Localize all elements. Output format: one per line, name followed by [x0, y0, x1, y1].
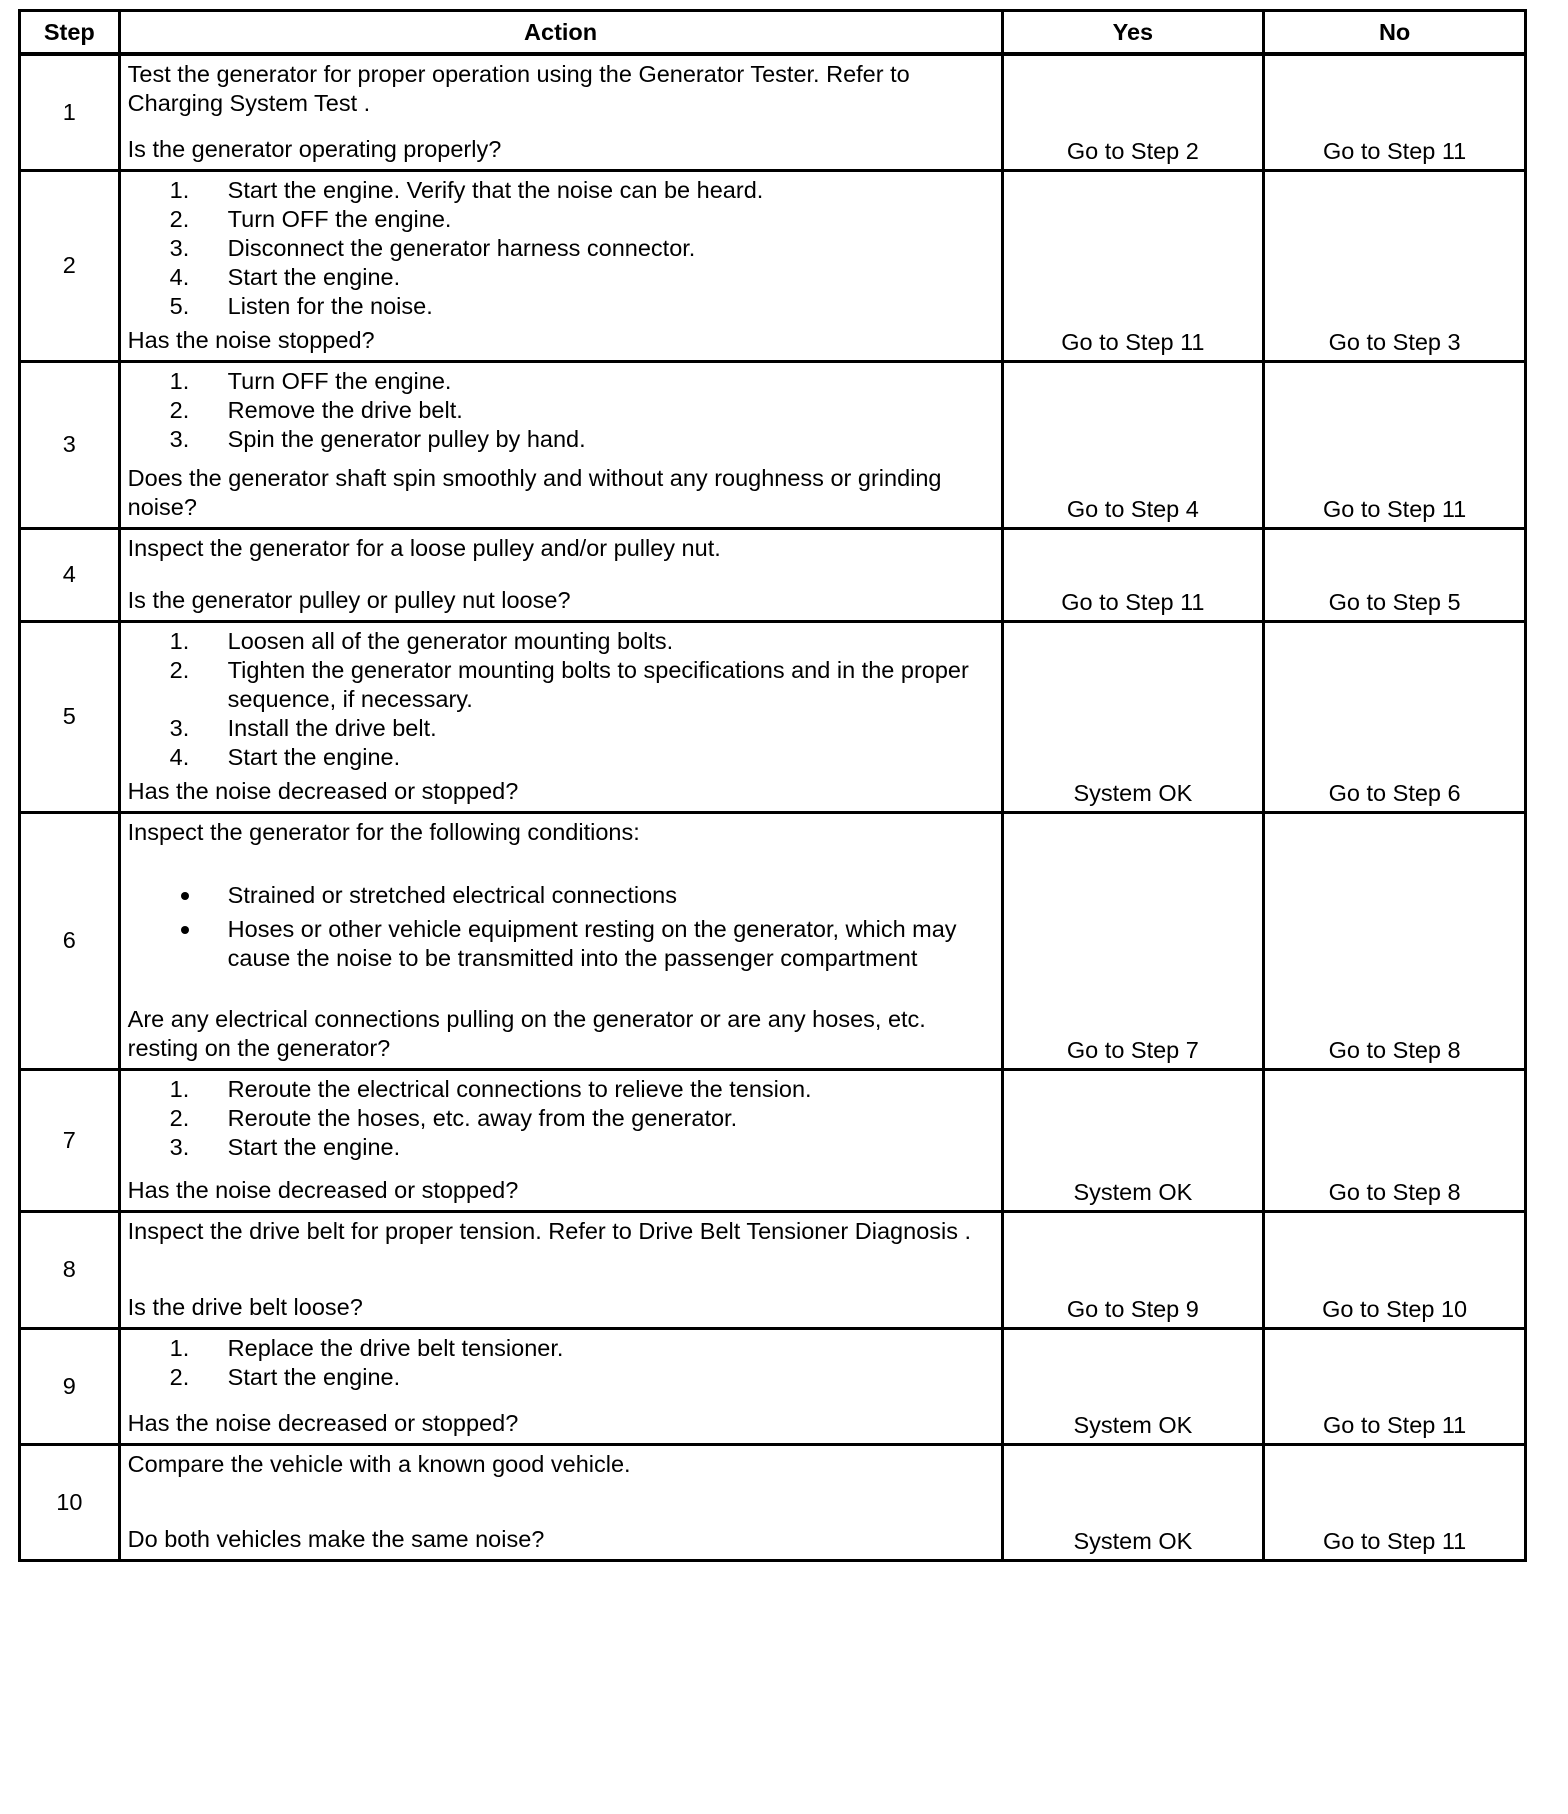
condition-item-text: Strained or stretched electrical connections	[227, 881, 678, 908]
action-question: Does the generator shaft spin smoothly and without any roughness or grinding noise?	[127, 464, 942, 520]
step-number: 7	[20, 1069, 120, 1211]
procedure-item	[128, 1334, 995, 1363]
action-content	[128, 367, 995, 522]
procedure-item-number-slot	[128, 234, 228, 263]
step-number: 5	[20, 621, 120, 812]
action-cell	[119, 54, 1002, 170]
condition-item	[128, 881, 995, 910]
action-intro: Test the generator for proper operation using the Generator Tester. Refer to Charging System Test .	[127, 61, 910, 116]
action-instructions	[128, 176, 995, 321]
procedure-item-number-slot	[128, 1334, 228, 1363]
procedure-item	[128, 176, 995, 205]
action-instructions	[128, 1334, 995, 1392]
action-cell	[119, 1211, 1002, 1328]
procedure-item-number: 2.	[169, 205, 190, 232]
action-cell	[119, 528, 1002, 621]
procedure-item-number-slot	[128, 205, 228, 234]
procedure-item-number-slot	[128, 714, 228, 743]
action-cell	[119, 170, 1002, 361]
procedure-item	[128, 1363, 995, 1392]
procedure-item-number-slot	[128, 176, 228, 205]
diagnostic-table	[18, 9, 1527, 1562]
action-instructions	[128, 627, 995, 772]
procedure-list	[128, 367, 995, 454]
procedure-item-number-slot	[128, 1133, 228, 1162]
action-cell	[119, 361, 1002, 528]
condition-item	[128, 915, 995, 973]
action-question: Has the noise decreased or stopped?	[127, 1409, 519, 1436]
table-row	[20, 621, 1526, 812]
condition-item-text: Hoses or other vehicle equipment resting on the generator, which may cause the noise to be transmitted into the passenger compartment	[227, 915, 957, 971]
yes-outcome: Go to Step 2	[1002, 54, 1264, 170]
action-content	[128, 534, 995, 615]
procedure-item-number-slot	[128, 425, 228, 454]
no-outcome: Go to Step 3	[1264, 170, 1526, 361]
action-intro: Inspect the generator for the following conditions:	[127, 818, 640, 845]
procedure-item-number: 1.	[169, 627, 190, 654]
procedure-item-text: Replace the drive belt tensioner.	[227, 1334, 564, 1361]
procedure-item-number: 1.	[169, 367, 190, 394]
action-question: Do both vehicles make the same noise?	[127, 1525, 545, 1552]
action-content	[128, 1075, 995, 1205]
procedure-item-text: Tighten the generator mounting bolts to specifications and in the proper sequence, if necessary.	[227, 656, 969, 712]
diagnostic-table-page	[18, 9, 1527, 1799]
yes-outcome: Go to Step 9	[1002, 1211, 1264, 1328]
procedure-item-number: 2.	[169, 1363, 190, 1390]
procedure-item-text: Listen for the noise.	[227, 292, 433, 319]
procedure-item-text: Reroute the hoses, etc. away from the generator.	[227, 1104, 738, 1131]
yes-outcome: Go to Step 7	[1002, 812, 1264, 1069]
yes-outcome: Go to Step 11	[1002, 528, 1264, 621]
procedure-item-number: 2.	[169, 656, 190, 683]
yes-outcome: System OK	[1002, 621, 1264, 812]
action-instructions	[128, 367, 995, 454]
bullet-icon	[128, 881, 228, 910]
procedure-item	[128, 234, 995, 263]
action-content	[128, 627, 995, 806]
procedure-item-text: Turn OFF the engine.	[227, 367, 452, 394]
condition-list	[128, 881, 995, 973]
procedure-item-text: Remove the drive belt.	[227, 396, 463, 423]
table-row	[20, 1069, 1526, 1211]
procedure-item-number: 3.	[169, 714, 190, 741]
no-outcome: Go to Step 8	[1264, 812, 1526, 1069]
procedure-item-number-slot	[128, 1104, 228, 1133]
action-cell	[119, 1069, 1002, 1211]
procedure-item-number-slot	[128, 292, 228, 321]
action-cell	[119, 621, 1002, 812]
action-content	[128, 1334, 995, 1438]
procedure-item-text: Start the engine. Verify that the noise can be heard.	[227, 176, 764, 203]
step-number: 1	[20, 54, 120, 170]
action-question: Has the noise decreased or stopped?	[127, 1176, 519, 1203]
procedure-item-number: 5.	[169, 292, 190, 319]
yes-outcome: System OK	[1002, 1069, 1264, 1211]
no-outcome: Go to Step 11	[1264, 1328, 1526, 1444]
procedure-item	[128, 205, 995, 234]
procedure-item	[128, 627, 995, 656]
action-instructions	[128, 1217, 995, 1246]
procedure-item-number: 3.	[169, 425, 190, 452]
action-question: Is the generator operating properly?	[127, 136, 502, 162]
header-no: No	[1264, 11, 1526, 55]
action-question: Has the noise decreased or stopped?	[127, 777, 519, 804]
action-content	[128, 60, 995, 164]
table-row	[20, 1328, 1526, 1444]
procedure-item-text: Turn OFF the engine.	[227, 205, 452, 232]
step-number: 2	[20, 170, 120, 361]
step-number: 9	[20, 1328, 120, 1444]
procedure-list	[128, 627, 995, 772]
procedure-item	[128, 1075, 995, 1104]
procedure-item	[128, 425, 995, 454]
action-instructions	[128, 818, 995, 978]
table-header-row	[20, 11, 1526, 55]
table-row	[20, 361, 1526, 528]
procedure-item-number-slot	[128, 656, 228, 714]
table-row	[20, 1444, 1526, 1560]
no-outcome: Go to Step 8	[1264, 1069, 1526, 1211]
no-outcome: Go to Step 6	[1264, 621, 1526, 812]
procedure-item	[128, 656, 995, 714]
procedure-item	[128, 396, 995, 425]
procedure-item-number: 1.	[169, 1075, 190, 1102]
procedure-item-number: 3.	[169, 1133, 190, 1160]
table-row	[20, 54, 1526, 170]
procedure-item	[128, 1104, 995, 1133]
action-content	[128, 818, 995, 1063]
action-instructions	[128, 1450, 995, 1479]
action-question: Is the generator pulley or pulley nut loose?	[127, 586, 571, 613]
procedure-item-text: Install the drive belt.	[227, 714, 437, 741]
procedure-item	[128, 1133, 995, 1162]
procedure-item-number-slot	[128, 367, 228, 396]
procedure-item-number-slot	[128, 627, 228, 656]
procedure-item-number-slot	[128, 1075, 228, 1104]
action-question: Has the noise stopped?	[127, 326, 375, 353]
procedure-item	[128, 367, 995, 396]
action-content	[128, 1217, 995, 1322]
step-number: 4	[20, 528, 120, 621]
action-question: Is the drive belt loose?	[127, 1293, 363, 1320]
procedure-item-number: 3.	[169, 234, 190, 261]
procedure-item-text: Start the engine.	[227, 263, 401, 290]
procedure-item-number-slot	[128, 1363, 228, 1392]
action-instructions	[128, 534, 995, 563]
procedure-item	[128, 714, 995, 743]
action-instructions	[128, 60, 995, 118]
no-outcome: Go to Step 11	[1264, 54, 1526, 170]
table-row	[20, 1211, 1526, 1328]
header-step: Step	[20, 11, 120, 55]
action-intro: Inspect the generator for a loose pulley and/or pulley nut.	[127, 534, 721, 561]
yes-outcome: System OK	[1002, 1328, 1264, 1444]
table-row	[20, 528, 1526, 621]
procedure-item-number-slot	[128, 263, 228, 292]
yes-outcome: Go to Step 11	[1002, 170, 1264, 361]
table-body	[20, 54, 1526, 1560]
procedure-item-number-slot	[128, 396, 228, 425]
no-outcome: Go to Step 11	[1264, 361, 1526, 528]
action-intro: Inspect the drive belt for proper tension. Refer to Drive Belt Tensioner Diagnosis .	[127, 1217, 972, 1244]
procedure-list	[128, 1075, 995, 1162]
step-number: 6	[20, 812, 120, 1069]
no-outcome: Go to Step 10	[1264, 1211, 1526, 1328]
action-intro: Compare the vehicle with a known good vehicle.	[127, 1450, 631, 1477]
action-cell	[119, 1444, 1002, 1560]
procedure-item-text: Reroute the electrical connections to relieve the tension.	[227, 1075, 812, 1102]
procedure-item-number: 4.	[169, 743, 190, 770]
procedure-item-text: Start the engine.	[227, 1363, 401, 1390]
step-number: 8	[20, 1211, 120, 1328]
step-number: 10	[20, 1444, 120, 1560]
action-cell	[119, 812, 1002, 1069]
procedure-item-text: Start the engine.	[227, 743, 401, 770]
procedure-item-number-slot	[128, 743, 228, 772]
action-cell	[119, 1328, 1002, 1444]
procedure-item-text: Start the engine.	[227, 1133, 401, 1160]
action-instructions	[128, 1075, 995, 1162]
procedure-list	[128, 176, 995, 321]
yes-outcome: Go to Step 4	[1002, 361, 1264, 528]
action-content	[128, 1450, 995, 1554]
procedure-item-text: Loosen all of the generator mounting bolts.	[227, 627, 674, 654]
procedure-item-text: Disconnect the generator harness connector.	[227, 234, 696, 261]
procedure-item-number: 1.	[169, 176, 190, 203]
procedure-item	[128, 292, 995, 321]
table-row	[20, 170, 1526, 361]
action-question: Are any electrical connections pulling on the generator or are any hoses, etc. resting on the generator?	[127, 1005, 926, 1061]
no-outcome: Go to Step 11	[1264, 1444, 1526, 1560]
procedure-item-number: 4.	[169, 263, 190, 290]
procedure-item-number: 2.	[169, 396, 190, 423]
procedure-item-number: 1.	[169, 1334, 190, 1361]
header-yes: Yes	[1002, 11, 1264, 55]
table-row	[20, 812, 1526, 1069]
no-outcome: Go to Step 5	[1264, 528, 1526, 621]
yes-outcome: System OK	[1002, 1444, 1264, 1560]
procedure-item-number: 2.	[169, 1104, 190, 1131]
procedure-item	[128, 743, 995, 772]
action-content	[128, 176, 995, 355]
bullet-icon	[128, 915, 228, 973]
procedure-list	[128, 1334, 995, 1392]
step-number: 3	[20, 361, 120, 528]
procedure-item-text: Spin the generator pulley by hand.	[227, 425, 586, 452]
header-action: Action	[119, 11, 1002, 55]
procedure-item	[128, 263, 995, 292]
